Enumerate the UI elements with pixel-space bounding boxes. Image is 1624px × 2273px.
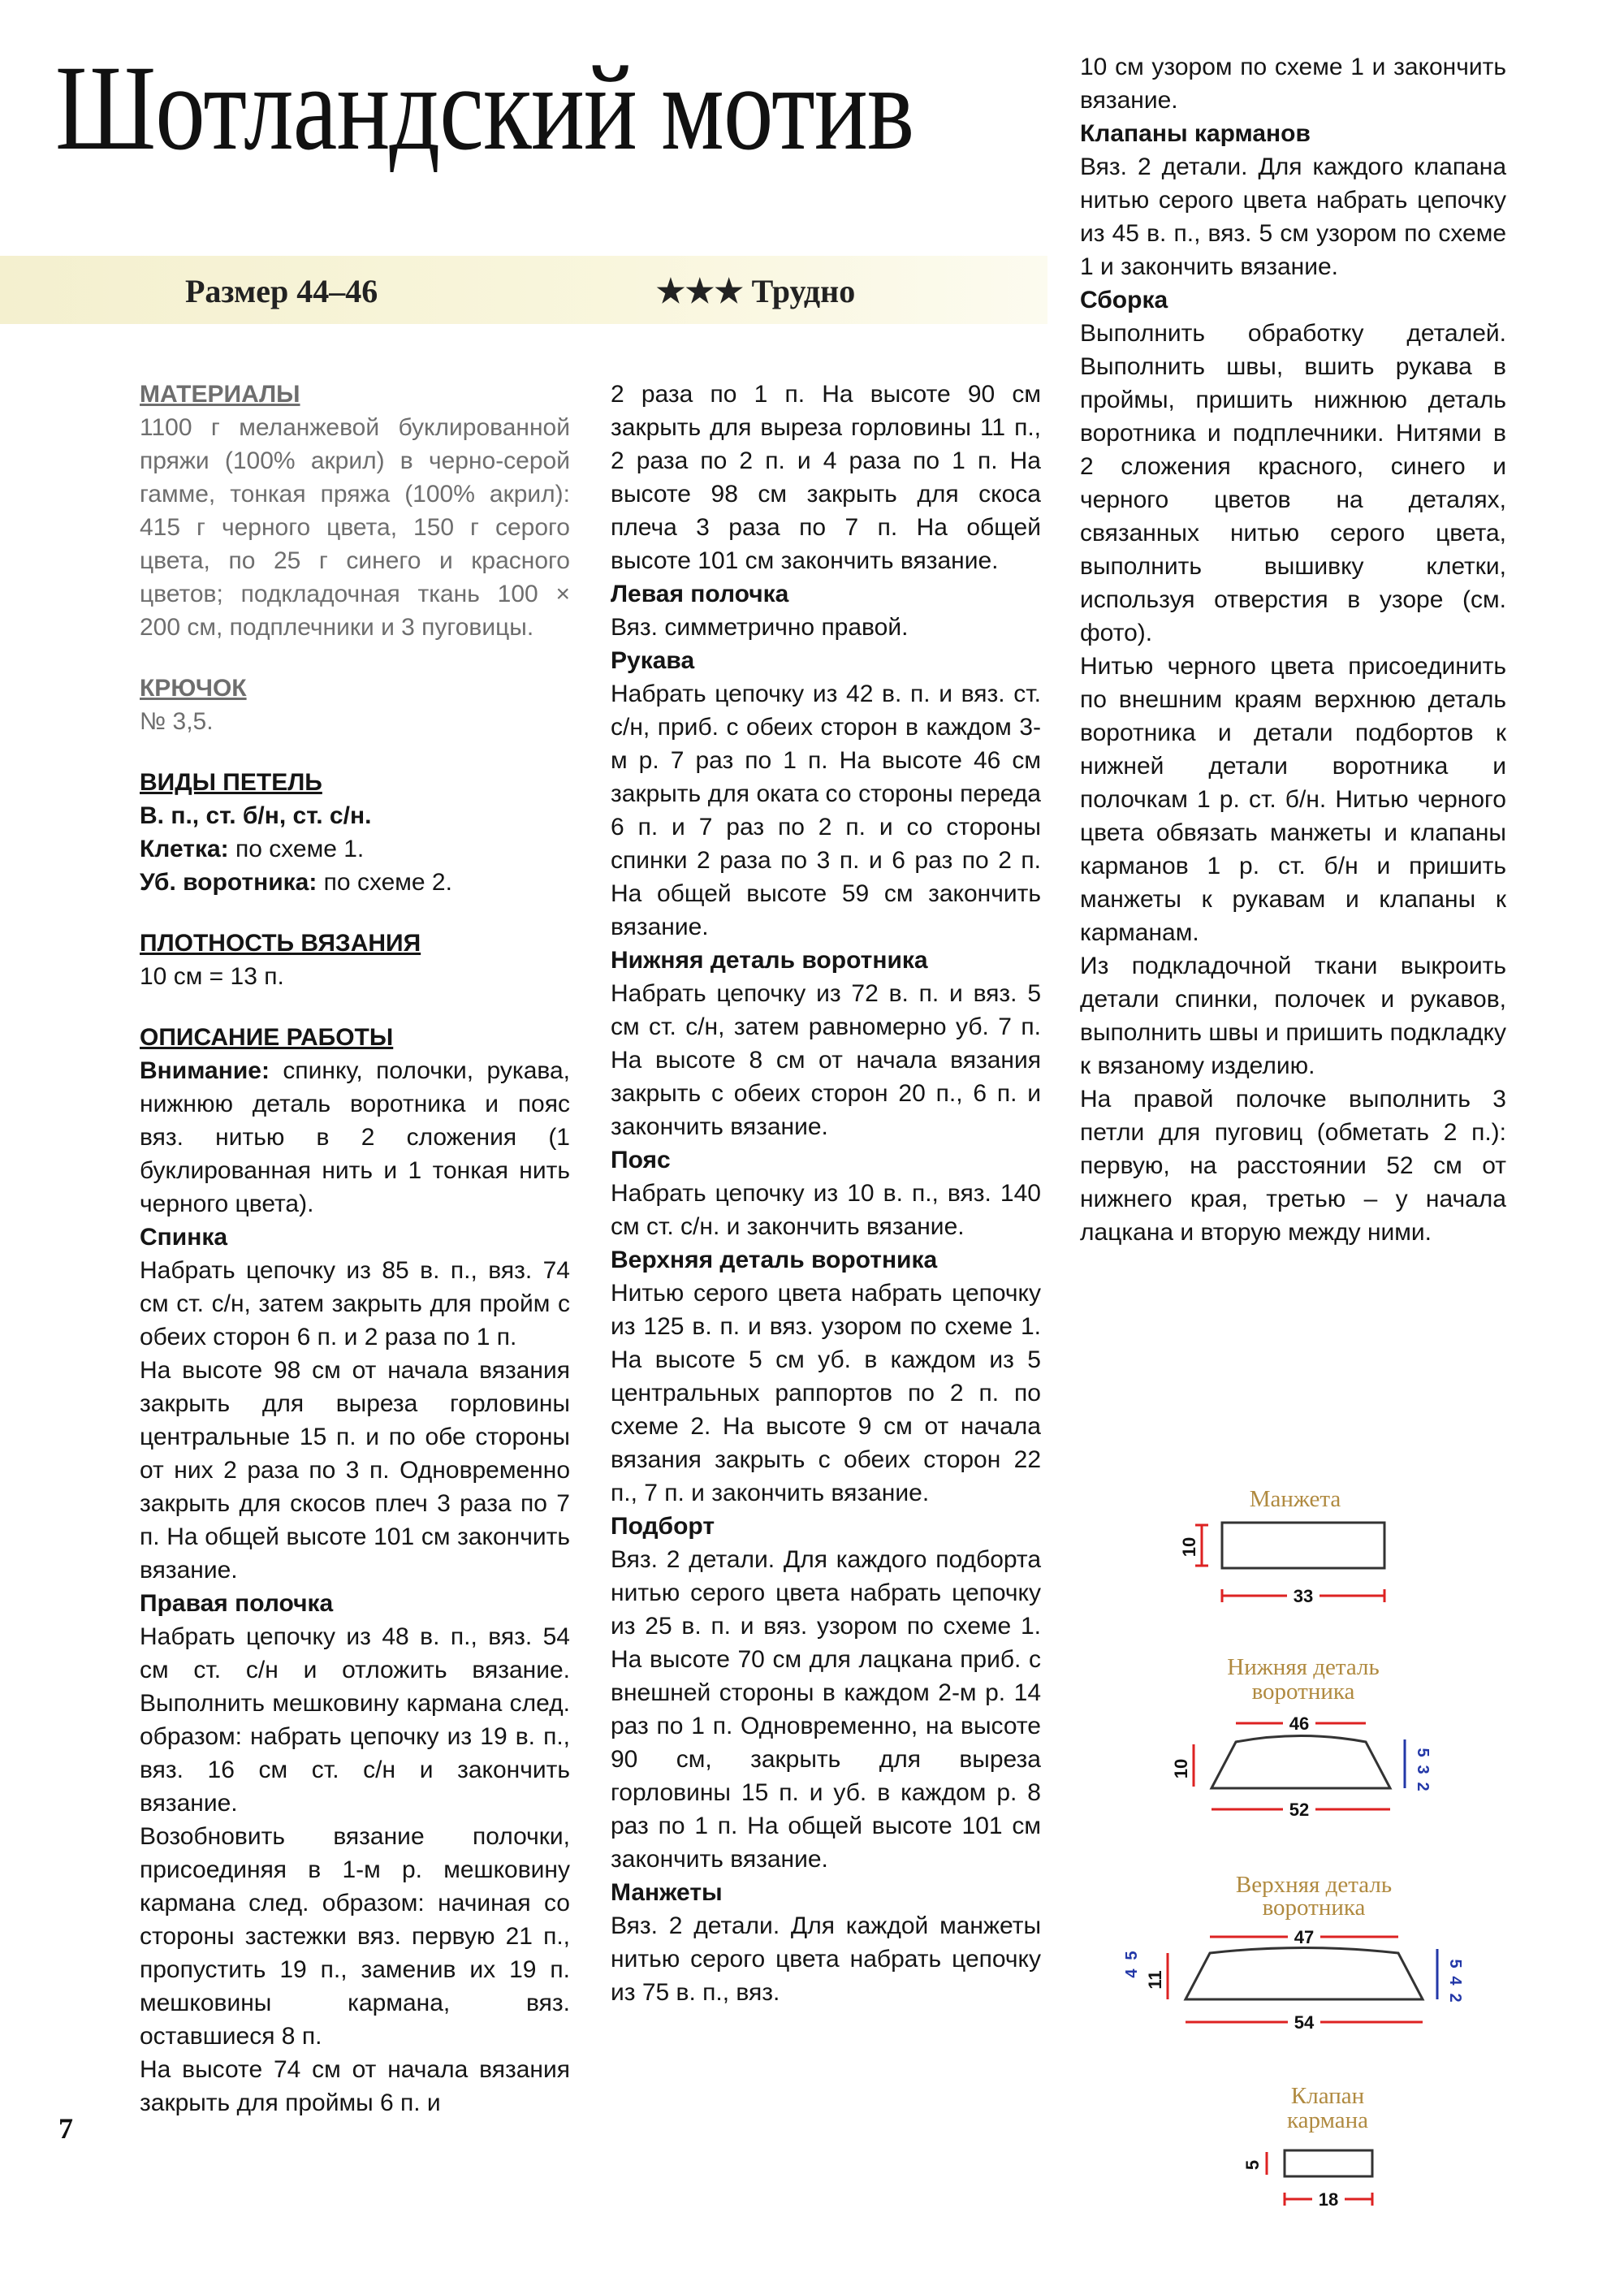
article-title: Шотландский мотив [55, 41, 914, 175]
assembly-title: Сборка [1080, 287, 1168, 313]
right-front-cont: 2 раза по 1 п. На высоте 90 см закрыть для выреза горловины 11 п., 2 раза по 2 п. и 4 раза по 1 п. На высоте 98 см закрыть для скоса плеча 3 раза по 7 п. На общей высоте 101 см закончить вязание. [611, 381, 1041, 574]
facing-p: Вяз. 2 детали. Для каждого подборта нитью серого цвета набрать цепочку из 25 в. п. и вяз. узором по схеме 1. На высоте 70 см для лацкана приб. с внешней стороны в каждом 2-м р. 14 раз по 1 п. Одновременно, на высоте 90 см, закрыть для выреза горловины 15 п. и уб. в каждом р. 8 раз по 1 п. На общей высоте 101 см закончить вязание. [611, 1546, 1041, 1873]
back-title: Спинка [140, 1224, 228, 1251]
size-label: Размер 44–46 [185, 273, 378, 309]
lower-collar-bottom: 52 [1289, 1800, 1310, 1820]
stitches-heading: ВИДЫ ПЕТЕЛЬ [140, 769, 322, 796]
flaps-p: Вяз. 2 детали. Для каждого клапана нитью серого цвета набрать цепочку из 45 в. п., вяз. 5 см узором по схеме 1 и закончить вязание. [1080, 153, 1506, 280]
column-3 [1080, 50, 1506, 1249]
flap-label-1: Клапан [1290, 2083, 1365, 2109]
hook-heading: КРЮЧОК [140, 675, 247, 702]
right-front-p2: Возобновить вязание полочки, присоединяя в 1-м р. мешковину кармана след. образом: начиная со стороны застежки вяз. первую 21 п., пропустить 19 п., заменив их 19 п. мешковины кармана, вяз. оставшиеся 8 п. [140, 1823, 570, 2050]
back-p2: На высоте 98 см от начала вязания закрыть для выреза горловины центральные 15 п. и по обе стороны от них 2 раза по 3 п. Одновременно закрыть для скосов плеч 3 раза по 7 п. На общей высоте 101 см закончить вязание. [140, 1357, 570, 1584]
column-2 [611, 378, 1041, 2009]
sleeves-p: Набрать цепочку из 42 в. п. и вяз. ст. с/н, приб. с обеих сторон в каждом 3-м р. 7 раз по 1 п. На высоте 46 см закрыть для оката со стороны переда 6 п. и 7 раз по 2 п. и со стороны спинки 2 раза по 3 п. и 6 раз по 2 п. На общей высоте 59 см закончить вязание. [611, 681, 1041, 940]
stitch-collar: Уб. воротника: по схеме 2. [140, 869, 452, 896]
lower-collar-side-c: 2 [1414, 1782, 1432, 1791]
flaps-title: Клапаны карманов [1080, 120, 1311, 147]
right-front-p1: Набрать цепочку из 48 в. п., вяз. 54 см ст. с/н и отложить вязание. Выполнить мешковину кармана след. образом: набрать цепочку из 19 в. п., вяз. 16 см ст. с/н и закончить вязание. [140, 1623, 570, 1817]
cuff-diagram [1179, 1486, 1384, 1606]
upper-collar-title: Верхняя деталь воротника [611, 1247, 938, 1273]
left-front-title: Левая полочка [611, 581, 789, 607]
header-band [0, 256, 1047, 324]
lower-collar-label-1: Нижняя деталь [1227, 1654, 1380, 1680]
page-number: 7 [58, 2112, 73, 2145]
upper-collar-bottom: 54 [1294, 2012, 1315, 2033]
upper-collar-height: 11 [1145, 1970, 1165, 1990]
lower-collar-height: 10 [1171, 1758, 1191, 1779]
attention-text: Внимание: спинку, полочки, рукава, нижнюю деталь воротника и пояс вяз. нитью в 2 сложения (1 буклированная нить и 1 тонкая нить черного цвета). [140, 1057, 570, 1217]
upper-collar-right-b: 4 [1446, 1976, 1464, 1986]
upper-collar-label-2: воротника [1262, 1895, 1366, 1921]
upper-collar-left-a: 5 [1123, 1951, 1141, 1960]
upper-collar-top: 47 [1294, 1927, 1315, 1947]
assembly-p3: Из подкладочной ткани выкроить детали спинки, полочек и рукавов, выполнить швы и пришить подкладку к вязаному изделию. [1080, 953, 1506, 1079]
lower-collar-top: 46 [1289, 1713, 1310, 1734]
flap-height: 5 [1242, 2159, 1263, 2171]
upper-collar-right-a: 5 [1446, 1959, 1464, 1968]
lower-collar-side-a: 5 [1414, 1748, 1432, 1757]
right-front-p3: На высоте 74 см от начала вязания закрыть для проймы 6 п. и [140, 2056, 570, 2116]
stitch-cell: Клетка: по схеме 1. [140, 836, 365, 862]
upper-collar-left-b: 4 [1123, 1968, 1141, 1978]
cuffs-title: Манжеты [611, 1879, 723, 1906]
pocket-flap-diagram [1242, 2083, 1372, 2210]
left-front-p: Вяз. симметрично правой. [611, 614, 909, 641]
flap-label-2: кармана [1287, 2107, 1368, 2133]
cuffs-p: Вяз. 2 детали. Для каждой манжеты нитью серого цвета набрать цепочку из 75 в. п., вяз. [611, 1912, 1041, 2006]
materials-heading: МАТЕРИАЛЫ [140, 381, 300, 408]
back-p1: Набрать цепочку из 85 в. п., вяз. 74 см ст. с/н, затем закрыть для пройм с обеих сторон 6 п. и 2 раза по 1 п. [140, 1257, 570, 1350]
assembly-p1: Выполнить обработку деталей. Выполнить швы, вшить рукава в проймы, пришить нижнюю деталь воротника и подплечники. Нитями в 2 сложения красного, синего и черного цветов на деталях, связанных нитью серого цвета, выполнить вышивку клетки, используя отверстия в узоре (см. фото). [1080, 320, 1506, 646]
upper-collar-right-c: 2 [1446, 1993, 1464, 2003]
description-heading: ОПИСАНИЕ РАБОТЫ [140, 1024, 394, 1051]
cuff-label: Манжета [1249, 1486, 1341, 1512]
materials-text: 1100 г меланжевой буклированной пряжи (100% акрил) в черно-серой гамме, тонкая пряжа (100% акрил): 415 г черного цвета, 150 г серого цвета, по 25 г синего и красного цветов; подкладочная ткань 100 × 200 см, подплечники и 3 пуговицы. [140, 414, 570, 641]
pattern-diagrams [1121, 1462, 1494, 2241]
hook-text: № 3,5. [140, 708, 214, 735]
lower-collar-side-b: 3 [1414, 1765, 1432, 1774]
column-1 [140, 378, 570, 2120]
stitches-line: В. п., ст. б/н, ст. с/н. [140, 802, 372, 829]
assembly-p4: На правой полочке выполнить 3 петли для пуговиц (обметать 2 п.): первую, на расстоянии 52 см от нижнего края, третью – у начала лацкана и вторую между ними. [1080, 1086, 1506, 1246]
lower-collar-label-2: воротника [1251, 1679, 1355, 1705]
difficulty-label: ★★★ Трудно [656, 273, 856, 309]
density-text: 10 см = 13 п. [140, 963, 284, 990]
sleeves-title: Рукава [611, 647, 695, 674]
lower-collar-p: Набрать цепочку из 72 в. п. и вяз. 5 см ст. с/н, затем равномерно уб. 7 п. На высоте 8 см от начала вязания закрыть с обеих сторон 20 п., 6 п. и закончить вязание. [611, 980, 1041, 1140]
facing-title: Подборт [611, 1513, 715, 1540]
upper-collar-p: Нитью серого цвета набрать цепочку из 125 в. п. и вяз. узором по схеме 1. На высоте 5 см уб. в каждом из 5 центральных раппортов по 2 п. по схеме 2. На высоте 9 см от начала вязания закрыть с обеих сторон 22 п., 7 п. и закончить вязание. [611, 1280, 1041, 1506]
density-heading: ПЛОТНОСТЬ ВЯЗАНИЯ [140, 930, 421, 957]
lower-collar-diagram [1171, 1654, 1432, 1820]
belt-p: Набрать цепочку из 10 в. п., вяз. 140 см ст. с/н. и закончить вязание. [611, 1180, 1041, 1240]
lower-collar-title: Нижняя деталь воротника [611, 947, 928, 974]
upper-collar-label-1: Верхняя деталь [1235, 1872, 1393, 1898]
upper-collar-diagram [1123, 1872, 1464, 2033]
cuffs-cont: 10 см узором по схеме 1 и закончить вязание. [1080, 54, 1506, 114]
flap-width: 18 [1318, 2189, 1339, 2210]
right-front-title: Правая полочка [140, 1590, 334, 1617]
cuff-width: 33 [1293, 1586, 1314, 1606]
cuff-height: 10 [1179, 1536, 1199, 1558]
belt-title: Пояс [611, 1147, 671, 1173]
assembly-p2: Нитью черного цвета присоединить по внешним краям верхнюю деталь воротника и детали подбортов к нижней детали воротника и полочкам 1 р. ст. б/н. Нитью черного цвета обвязать манжеты и клапаны карманов 1 р. ст. б/н и пришить манжеты к рукавам и клапаны к карманам. [1080, 653, 1506, 946]
